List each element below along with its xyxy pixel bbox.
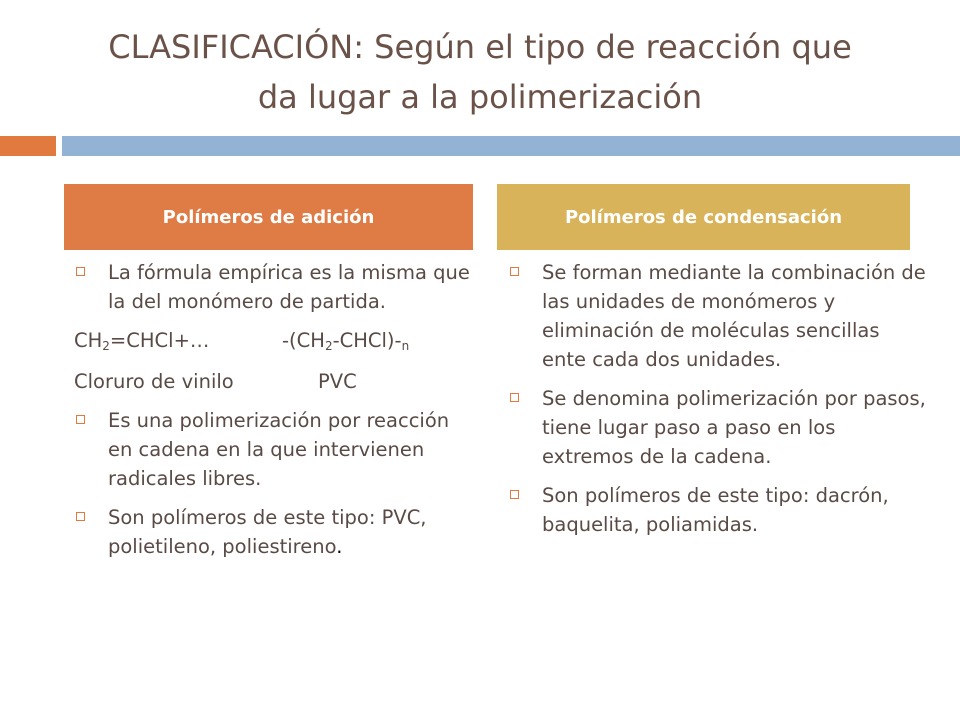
addition-polymers-column [74, 258, 478, 571]
square-bullet-icon [510, 490, 519, 499]
list-item [74, 406, 478, 493]
header-condensation-polymers [497, 184, 910, 250]
accent-bar-blue [62, 136, 960, 156]
list-item [508, 384, 928, 471]
polymer-formula: $-(CH_2-CHCl)-_n$ [282, 329, 410, 353]
monomer-name: Cloruro de vinilo [74, 370, 234, 393]
square-bullet-icon [76, 415, 85, 424]
square-bullet-icon [76, 512, 85, 521]
slide-title-line-2: da lugar a la polimerización [257, 78, 703, 116]
polymer-name: PVC [318, 370, 357, 393]
list-item-text: Es una polimerización por reacción en cadena en la que intervienen radicales libres. [108, 409, 450, 490]
names-line [74, 367, 478, 396]
list-item-text: Son polímeros de este tipo: dacrón, baquelita, poliamidas. [542, 484, 889, 536]
list-item [74, 503, 478, 561]
list-item [508, 258, 928, 374]
list-item-text: Se forman mediante la combinación de las unidades de monómeros y eliminación de moléculas sencillas ente cada dos unidades. [542, 261, 926, 371]
square-bullet-icon [510, 393, 519, 402]
header-addition-polymers [64, 184, 473, 250]
slide-title-line-1: CLASIFICACIÓN: Según el tipo de reacción que [108, 28, 852, 66]
header-addition-polymers-label: Polímeros de adición [162, 206, 375, 228]
list-item [74, 258, 478, 316]
formula-line [74, 326, 478, 361]
monomer-formula: $CH_2=CHCl+\dots$ [74, 329, 210, 353]
square-bullet-icon [510, 267, 519, 276]
list-item-text: Se denomina polimerización por pasos, tiene lugar paso a paso en los extremos de la cadena. [542, 387, 926, 468]
list-item [508, 481, 928, 539]
list-item-text: La fórmula empírica es la misma que la del monómero de partida. [108, 261, 470, 313]
list-item-text: Son polímeros de este tipo: PVC, polietileno, poliestireno. [108, 506, 427, 558]
accent-bar-orange [0, 136, 56, 156]
header-condensation-polymers-label: Polímeros de condensación [564, 206, 843, 228]
slide-title [40, 22, 920, 122]
condensation-polymers-column [508, 258, 928, 549]
square-bullet-icon [76, 267, 85, 276]
